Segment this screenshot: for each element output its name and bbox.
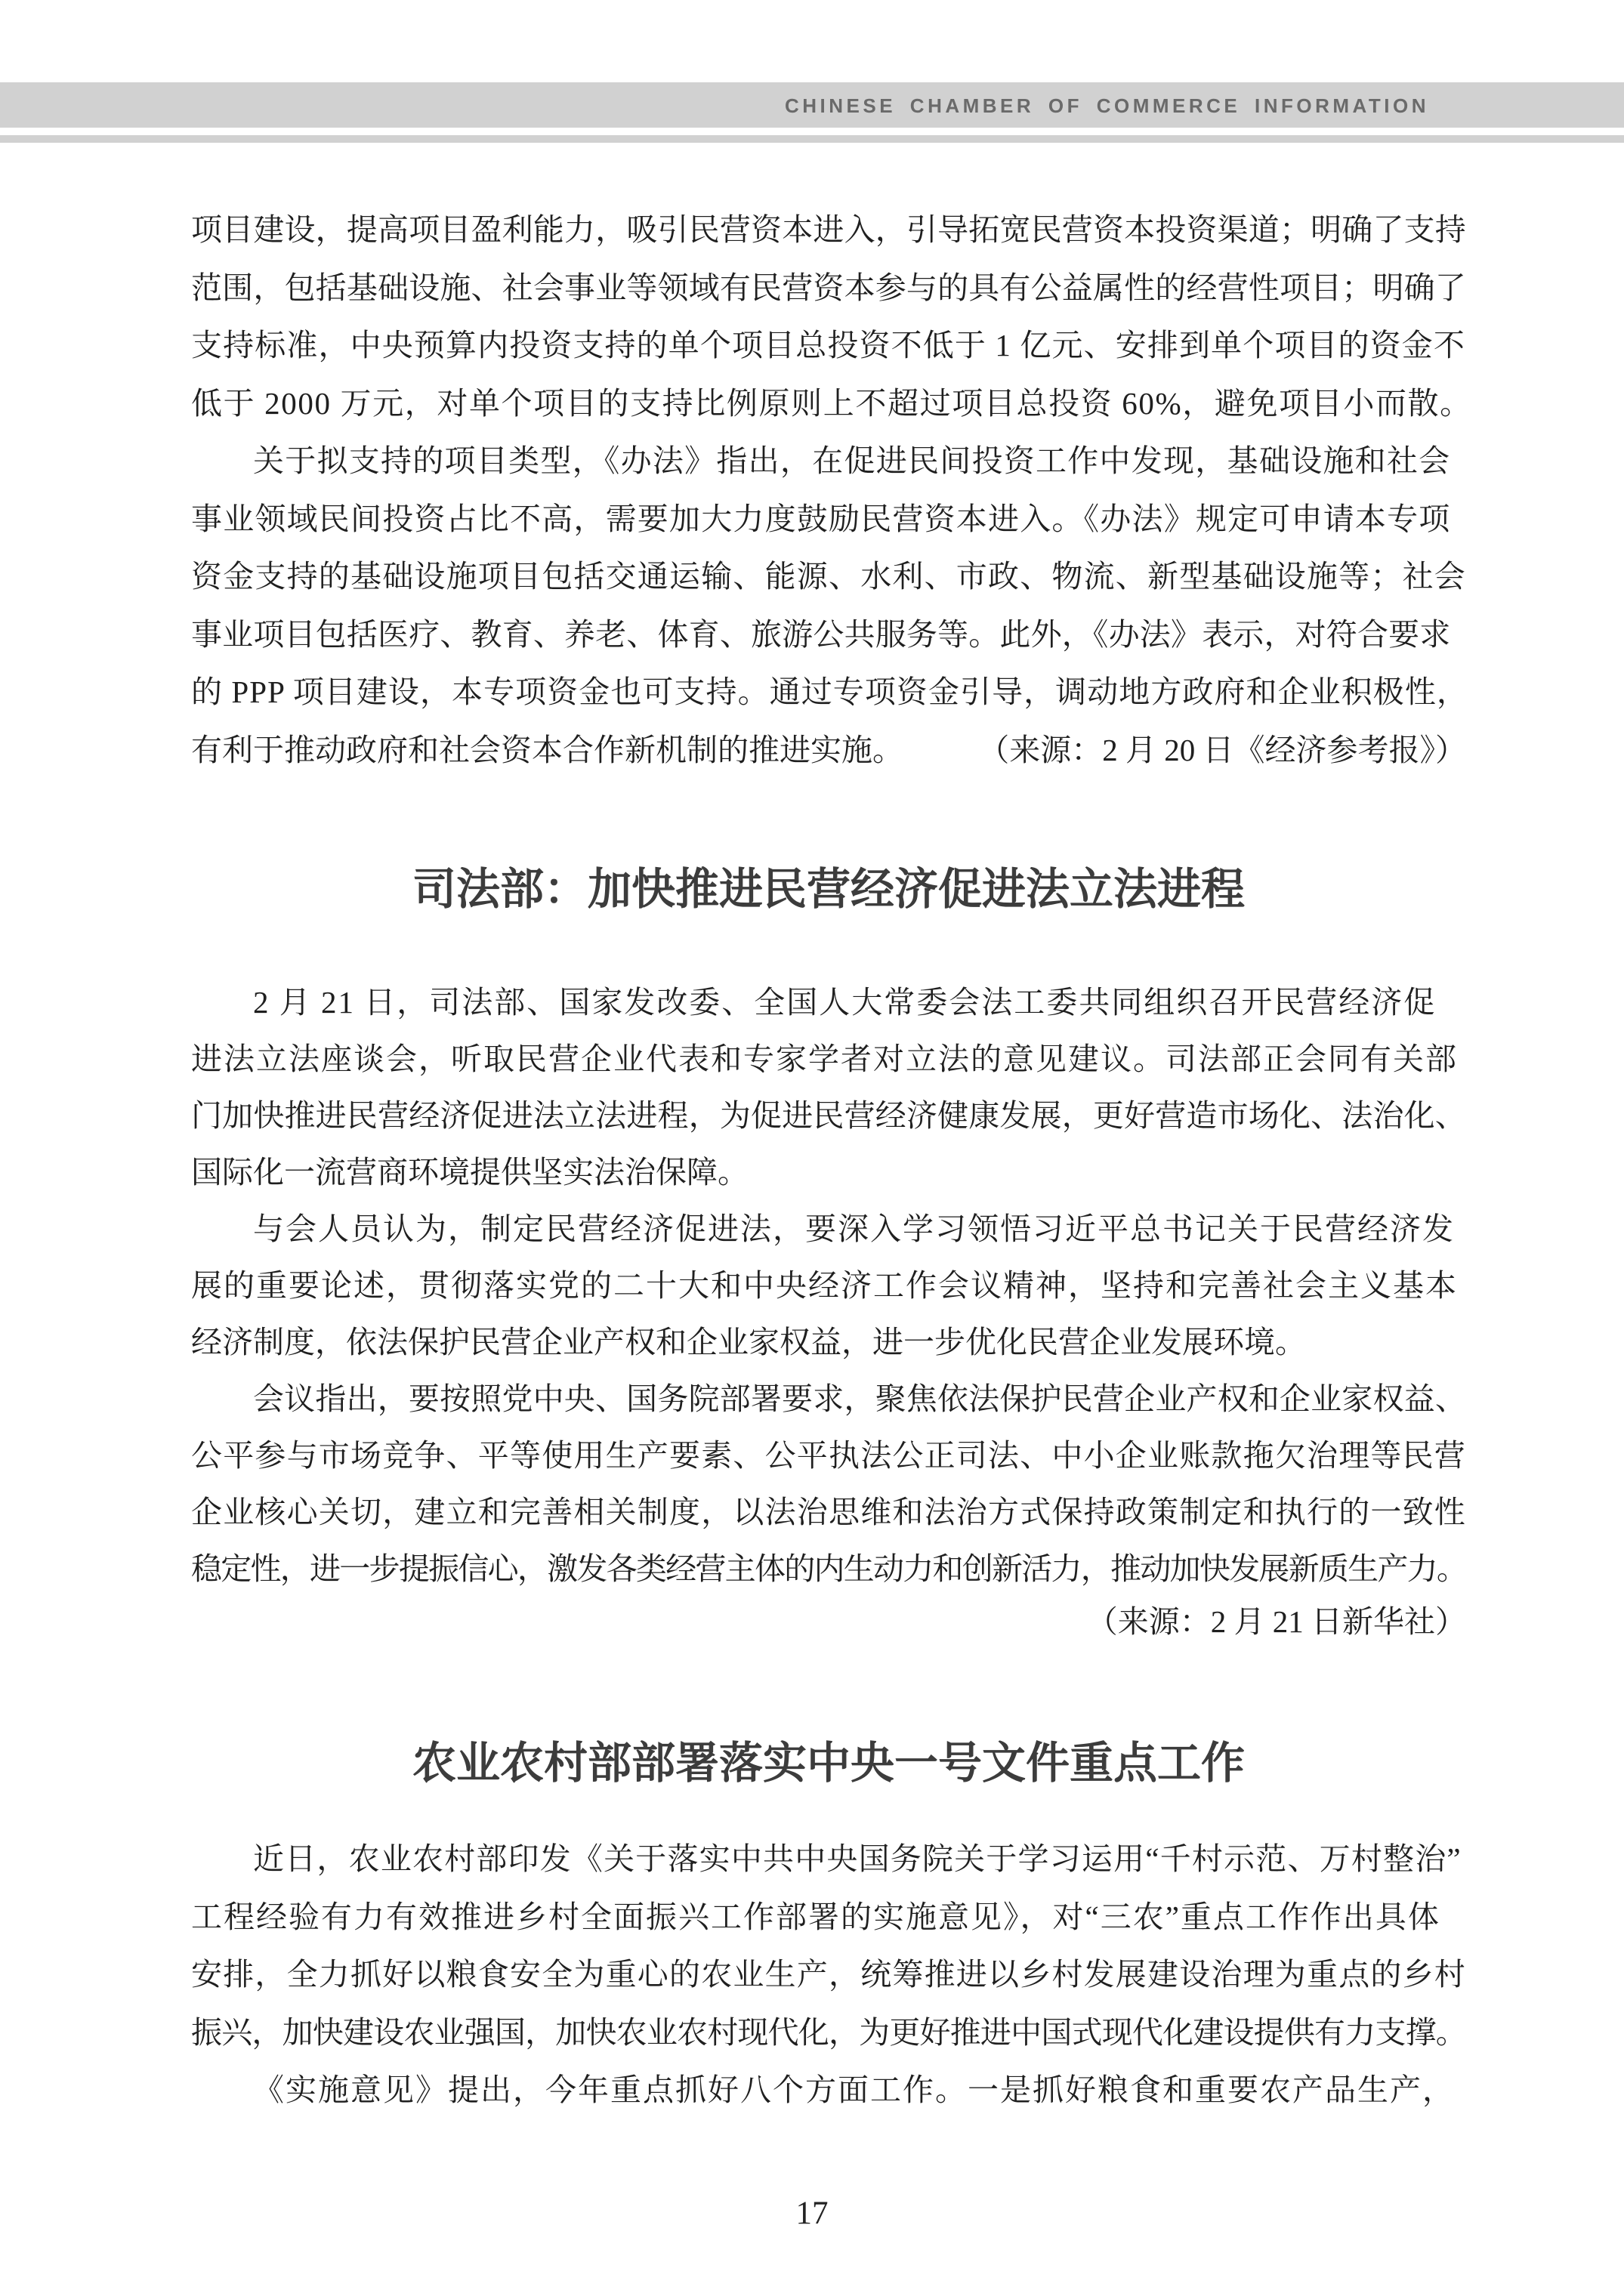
body-line [191, 548, 1466, 606]
source-attribution: （来源：2 月 20 日《经济参考报》） [978, 732, 1466, 767]
body-line-text: 振兴，加快建设农业强国，加快农业农村现代化，为更好推进中国式现代化建设提供有力支撑。 [191, 2014, 1466, 2050]
body-line [191, 259, 1466, 317]
body-line-text: 有利于推动政府和社会资本合作新机制的推进实施。 [191, 732, 903, 767]
body-line-text: 《实施意见》提出，今年重点抓好八个方面工作。一是抓好粮食和重要农产品生产， [253, 2072, 1455, 2107]
body-line-text: 关于拟支持的项目类型，《办法》指出，在促进民间投资工作中发现，基础设施和社会 [253, 443, 1451, 478]
body-line [191, 432, 1466, 490]
body-line [191, 1427, 1466, 1484]
body-line [191, 1541, 1466, 1597]
body-line [191, 2061, 1466, 2119]
body-line-text: 事业领域民间投资占比不高，需要加大力度鼓励民营资本进入。《办法》规定可申请本专项 [191, 501, 1451, 536]
body-line [191, 721, 1466, 779]
body-line-text: 公平参与市场竞争、平等使用生产要素、公平执法公正司法、中小企业账款拖欠治理等民营 [191, 1438, 1466, 1473]
body-line-text: 范围，包括基础设施、社会事业等领域有民营资本参与的具有公益属性的经营性项目；明确了 [191, 270, 1466, 305]
body-line-text: 项目建设，提高项目盈利能力，吸引民营资本进入，引导拓宽民营资本投资渠道；明确了支持 [191, 212, 1466, 247]
body-line-text: 展的重要论述，贯彻落实党的二十大和中央经济工作会议精神，坚持和完善社会主义基本 [191, 1268, 1458, 1303]
body-line-text: 与会人员认为，制定民营经济促进法，要深入学习领悟习近平总书记关于民营经济发 [253, 1211, 1455, 1246]
masthead-title: CHINESE CHAMBER OF COMMERCE INFORMATION [784, 94, 1429, 117]
source-attribution: （来源：2 月 21 日新华社） [1086, 1604, 1466, 1639]
source-line [191, 1594, 1466, 1650]
body-line [191, 490, 1466, 548]
body-line-text: 工程经验有力有效推进乡村全面振兴工作部署的实施意见》，对“三农”重点工作作出具体 [191, 1899, 1440, 1934]
body-line-text: 进法立法座谈会，听取民营企业代表和专家学者对立法的意见建议。司法部正会同有关部 [191, 1042, 1458, 1076]
body-line [191, 1031, 1466, 1088]
section-body [191, 1830, 1466, 2119]
body-line-text: 近日，农业农村部印发《关于落实中共中央国务院关于学习运用“千村示范、万村整治” [253, 1841, 1462, 1876]
body-line [191, 1946, 1466, 2004]
body-line [191, 974, 1466, 1031]
body-line [191, 1484, 1466, 1541]
body-line-text: 2 月 21 日，司法部、国家发改委、全国人大常委会法工委共同组织召开民营经济促 [253, 985, 1437, 1020]
body-line-text: 企业核心关切，建立和完善相关制度，以法治思维和法治方式保持政策制定和执行的一致性 [191, 1495, 1466, 1529]
body-line [191, 1088, 1466, 1144]
body-line [191, 1201, 1466, 1258]
body-line [191, 1888, 1466, 1946]
body-line [191, 663, 1466, 721]
body-line-text: 支持标准，中央预算内投资支持的单个项目总投资不低于 1 亿元、安排到单个项目的资金不 [191, 328, 1466, 363]
body-line-text: 门加快推进民营经济促进法立法进程，为促进民营经济健康发展，更好营造市场化、法治化、 [191, 1098, 1466, 1133]
body-line-text: 的 PPP 项目建设，本专项资金也可支持。通过专项资金引导，调动地方政府和企业积极性， [191, 674, 1468, 709]
body-line [191, 1371, 1466, 1427]
body-line-text: 低于 2000 万元，对单个项目的支持比例原则上不超过项目总投资 60%，避免项目小而散。 [191, 385, 1472, 421]
body-line [191, 201, 1466, 259]
header-rule [0, 135, 1624, 143]
body-line-text: 稳定性，进一步提振信心，激发各类经营主体的内生动力和创新活力，推动加快发展新质生产力。 [191, 1551, 1467, 1586]
body-line-text: 会议指出，要按照党中央、国务院部署要求，聚焦依法保护民营企业产权和企业家权益、 [253, 1381, 1467, 1416]
body-line-text: 事业项目包括医疗、教育、养老、体育、旅游公共服务等。此外，《办法》表示，对符合要求 [191, 616, 1451, 652]
section-body [191, 974, 1467, 1639]
body-line [191, 375, 1472, 433]
body-line [191, 1144, 1466, 1201]
body-line [191, 2004, 1466, 2062]
section-heading: 农业农村部部署落实中央一号文件重点工作 [412, 1739, 1245, 1788]
body-line-text: 安排，全力抓好以粮食安全为重心的农业生产，统筹推进以乡村发展建设治理为重点的乡村 [191, 1957, 1466, 1992]
body-line [191, 1258, 1466, 1314]
body-line [191, 1830, 1466, 1888]
page-number: 17 [795, 2196, 829, 2231]
body-line-text: 经济制度，依法保护民营企业产权和企业家权益，进一步优化民营企业发展环境。 [191, 1325, 1306, 1359]
body-line-text: 资金支持的基础设施项目包括交通运输、能源、水利、市政、物流、新型基础设施等；社会 [191, 559, 1466, 594]
body-line [191, 316, 1466, 375]
body-line [191, 606, 1466, 664]
body-line [191, 1314, 1466, 1371]
section-heading: 司法部：加快推进民营经济促进法立法进程 [412, 865, 1245, 914]
body-line-text: 国际化一流营商环境提供坚实法治保障。 [191, 1155, 749, 1190]
section-body [191, 201, 1472, 779]
